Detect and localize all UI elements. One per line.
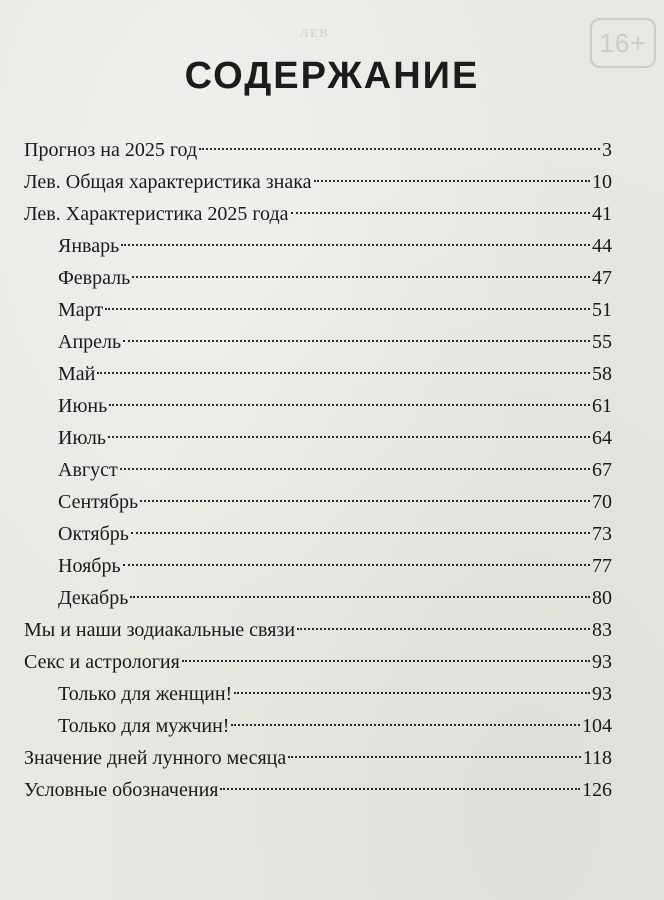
toc-entry-page-number: 44 bbox=[592, 235, 612, 257]
dot-leader bbox=[121, 244, 590, 246]
toc-entry-label: Секс и астрология bbox=[24, 651, 180, 673]
toc-entry-label: Январь bbox=[58, 235, 120, 257]
toc-entry-page-number: 3 bbox=[602, 139, 612, 161]
toc-entry[interactable] bbox=[24, 518, 612, 550]
dot-leader bbox=[220, 788, 580, 790]
toc-entry-label: Только для мужчин! bbox=[58, 715, 230, 737]
toc-entry[interactable] bbox=[24, 294, 612, 326]
dot-leader bbox=[123, 564, 590, 566]
dot-leader bbox=[105, 308, 590, 310]
toc-entry-label: Апрель bbox=[58, 331, 122, 353]
toc-entry-label: Август bbox=[58, 459, 118, 481]
toc-entry-page-number: 93 bbox=[592, 683, 612, 705]
dot-leader bbox=[288, 756, 580, 758]
dot-leader bbox=[140, 500, 590, 502]
page-title: СОДЕРЖАНИЕ bbox=[184, 55, 480, 97]
dot-leader bbox=[231, 724, 580, 726]
toc-entry-page-number: 70 bbox=[592, 491, 612, 513]
toc-entry-label: Июль bbox=[58, 427, 106, 449]
toc-entry-page-number: 104 bbox=[582, 715, 612, 737]
toc-entry-label: Лев. Общая характеристика знака bbox=[24, 171, 312, 193]
toc-entry-label: Февраль bbox=[58, 267, 131, 289]
toc-entry[interactable] bbox=[24, 262, 612, 294]
toc-entry[interactable] bbox=[24, 646, 612, 678]
toc-entry[interactable] bbox=[24, 134, 612, 166]
dot-leader bbox=[291, 212, 590, 214]
toc-entry-label: Декабрь bbox=[58, 587, 129, 609]
dot-leader bbox=[131, 532, 590, 534]
toc-entry-label: Июнь bbox=[58, 395, 108, 417]
toc-entry[interactable] bbox=[24, 550, 612, 582]
dot-leader bbox=[199, 148, 600, 150]
toc-entry-label: Прогноз на 2025 год bbox=[24, 139, 198, 161]
dot-leader bbox=[130, 596, 590, 598]
toc-entry-page-number: 80 bbox=[592, 587, 612, 609]
dot-leader bbox=[314, 180, 591, 182]
toc-entry-label: Октябрь bbox=[58, 523, 129, 545]
dot-leader bbox=[97, 372, 590, 374]
toc-entry-label: Май bbox=[58, 363, 96, 385]
toc-entry-label: Только для женщин! bbox=[58, 683, 233, 705]
toc-entry-label: Мы и наши зодиакальные связи bbox=[24, 619, 296, 641]
toc-entry[interactable] bbox=[24, 678, 612, 710]
dot-leader bbox=[109, 404, 590, 406]
dot-leader bbox=[297, 628, 590, 630]
toc-entry-page-number: 73 bbox=[592, 523, 612, 545]
table-of-contents bbox=[24, 134, 612, 806]
toc-entry-label: Март bbox=[58, 299, 104, 321]
dot-leader bbox=[123, 340, 590, 342]
toc-entry-label: Лев. Характеристика 2025 года bbox=[24, 203, 289, 225]
toc-entry[interactable] bbox=[24, 614, 612, 646]
toc-entry-page-number: 83 bbox=[592, 619, 612, 641]
toc-entry-page-number: 41 bbox=[592, 203, 612, 225]
toc-entry-label: Значение дней лунного месяца bbox=[24, 747, 287, 769]
toc-entry-page-number: 61 bbox=[592, 395, 612, 417]
toc-entry[interactable] bbox=[24, 326, 612, 358]
toc-entry-page-number: 10 bbox=[592, 171, 612, 193]
toc-entry[interactable] bbox=[24, 582, 612, 614]
toc-entry[interactable] bbox=[24, 166, 612, 198]
toc-entry-page-number: 118 bbox=[582, 747, 612, 769]
toc-entry[interactable] bbox=[24, 774, 612, 806]
toc-entry[interactable] bbox=[24, 198, 612, 230]
toc-entry-page-number: 77 bbox=[592, 555, 612, 577]
toc-entry-page-number: 126 bbox=[582, 779, 612, 801]
toc-entry-page-number: 47 bbox=[592, 267, 612, 289]
toc-entry-page-number: 51 bbox=[592, 299, 612, 321]
dot-leader bbox=[182, 660, 590, 662]
toc-entry-label: Ноябрь bbox=[58, 555, 121, 577]
toc-entry-label: Сентябрь bbox=[58, 491, 139, 513]
toc-entry-label: Условные обозначения bbox=[24, 779, 219, 801]
toc-entry[interactable] bbox=[24, 710, 612, 742]
dot-leader bbox=[234, 692, 590, 694]
toc-entry-page-number: 58 bbox=[592, 363, 612, 385]
toc-entry[interactable] bbox=[24, 486, 612, 518]
toc-entry[interactable] bbox=[24, 422, 612, 454]
toc-entry[interactable] bbox=[24, 742, 612, 774]
toc-entry[interactable] bbox=[24, 230, 612, 262]
dot-leader bbox=[108, 436, 590, 438]
age-rating-badge: 16+ bbox=[590, 18, 656, 68]
toc-entry[interactable] bbox=[24, 358, 612, 390]
toc-entry[interactable] bbox=[24, 454, 612, 486]
bleed-through-header: ЛЕВ bbox=[300, 26, 330, 40]
dot-leader bbox=[132, 276, 590, 278]
toc-entry[interactable] bbox=[24, 390, 612, 422]
toc-entry-page-number: 93 bbox=[592, 651, 612, 673]
toc-entry-page-number: 64 bbox=[592, 427, 612, 449]
toc-entry-page-number: 67 bbox=[592, 459, 612, 481]
dot-leader bbox=[120, 468, 590, 470]
toc-entry-page-number: 55 bbox=[592, 331, 612, 353]
